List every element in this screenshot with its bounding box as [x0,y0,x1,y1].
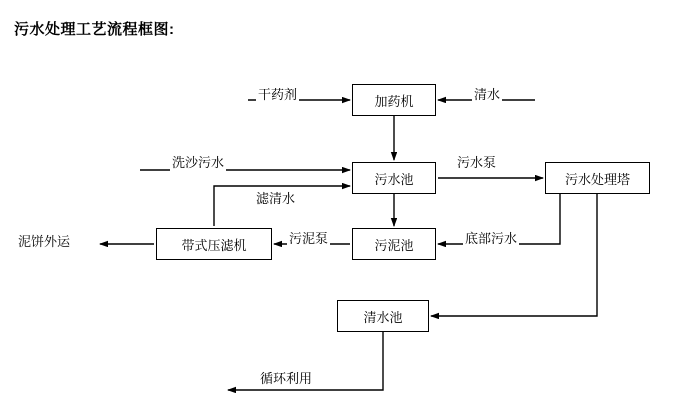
node-dosing-machine[interactable] [352,84,436,116]
edge-label-sewage-pump: 污水泵 [455,152,498,171]
node-belt-filter-press[interactable] [156,228,272,260]
page-title: 污水处理工艺流程框图: [14,21,175,38]
node-sewage-pool[interactable] [352,162,436,194]
edge-label-clean-water: 清水 [472,84,502,103]
node-sludge-pool[interactable] [352,228,436,260]
node-label: 污水处理塔 [564,171,630,187]
node-label: 污泥池 [374,237,414,253]
node-label: 加药机 [374,93,414,109]
node-label: 带式压滤机 [181,237,247,253]
edge-label-bottom-sewage: 底部污水 [463,228,519,247]
edge-label-mud-cake-out: 泥饼外运 [16,231,72,250]
connector-tower-to-clear-pool [431,194,597,316]
edge-label-dry-agent: 干药剂 [256,84,299,103]
node-clear-water-pool[interactable] [337,300,429,332]
node-treatment-tower[interactable] [545,162,650,194]
node-label: 污水池 [374,171,414,187]
edge-label-recycle-use: 循环利用 [258,368,314,387]
node-label: 清水池 [363,309,403,325]
edge-label-sand-wash-sewage: 洗沙污水 [170,152,226,171]
edge-label-sludge-pump: 污泥泵 [287,228,330,247]
edge-label-filtrate: 滤清水 [254,188,297,207]
